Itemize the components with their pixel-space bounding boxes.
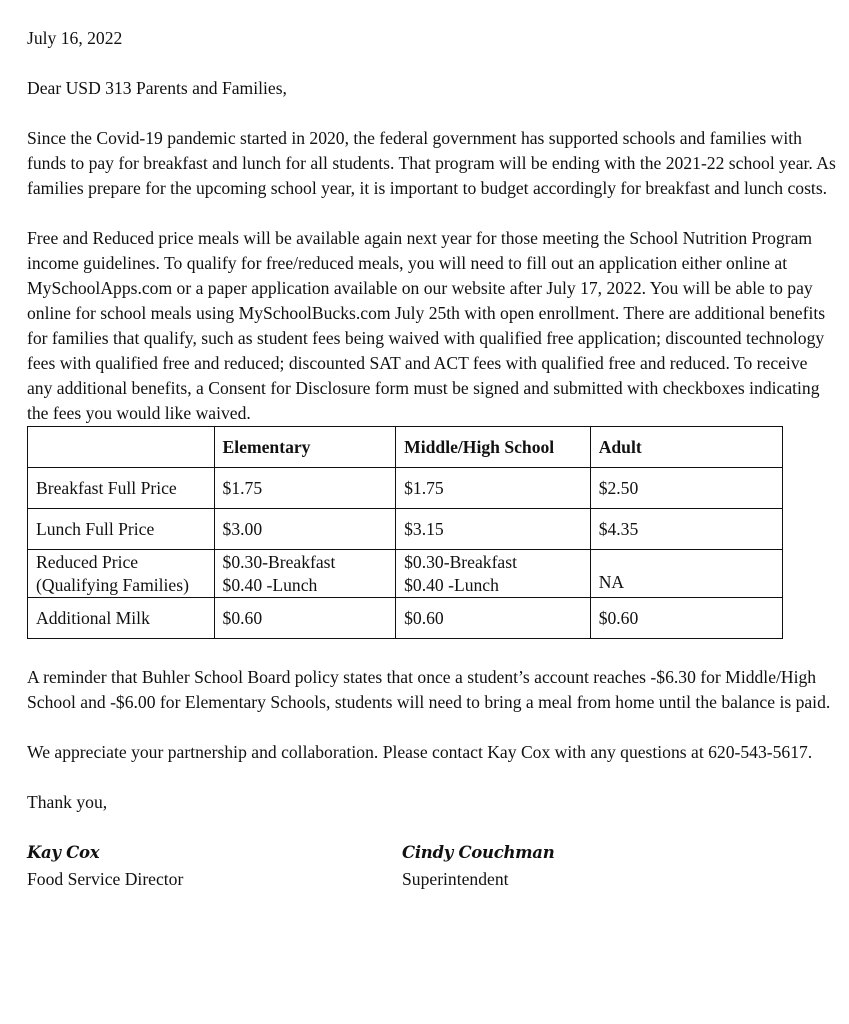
meal-price-table [27, 426, 783, 639]
table-row-lunch [28, 509, 783, 550]
paragraph-covid-funding: Since the Covid-19 pandemic started in 2020, the federal government has supported schools and families with funds to pay for breakfast and lunch for all students. That program will be ending with the 2021-22 school year. As families prepare for the upcoming school year, it is important to budget accordingly for breakfast and lunch costs. [27, 128, 836, 198]
table-row-label-line: (Qualifying Families) [36, 574, 189, 595]
table-header-row [28, 427, 783, 468]
table-row-milk [28, 598, 783, 639]
table-cell [590, 550, 782, 598]
signature-name: Kay Cox [27, 843, 100, 862]
table-header-middle-high: Middle/High School [396, 427, 591, 468]
table-header-adult: Adult [590, 427, 782, 468]
paragraph-free-reduced: Free and Reduced price meals will be available again next year for those meeting the School Nutrition Program income guidelines. To qualify for free/reduced meals, you will need to fill out an application either online at MySchoolApps.com or a paper application available on our website after July 17, 2022. You will be able to pay online for school meals using MySchoolBucks.com July 25th with open enrollment. There are additional benefits for families that qualify, such as student fees being waived with qualified free application; discounted technology fees with qualified free and reduced; discounted SAT and ACT fees with qualified free and reduced. To receive any additional benefits, a Consent for Disclosure form must be signed and submitted with checkboxes indicating the fees you would like waived. [27, 228, 826, 423]
table-cell: $0.60 [214, 598, 396, 639]
table-cell [396, 550, 591, 598]
paragraph-balance-policy: A reminder that Buhler School Board policy states that once a student’s account reaches -$6.30 for Middle/High School and -$6.00 for Elementary Schools, students will need to bring a meal from home until the balance is paid. [27, 667, 831, 712]
table-row-label: Breakfast Full Price [28, 468, 215, 509]
table-row-reduced-price [28, 550, 783, 598]
signature-superintendent [402, 840, 554, 892]
paragraph-contact: We appreciate your partnership and collaboration. Please contact Kay Cox with any questions at 620-543-5617. [27, 742, 813, 762]
table-cell: $0.60 [590, 598, 782, 639]
table-cell-line: $0.30-Breakfast [222, 551, 336, 572]
table-cell: $4.35 [590, 509, 782, 550]
letter-greeting: Dear USD 313 Parents and Families, [27, 78, 287, 98]
table-row-breakfast [28, 468, 783, 509]
signature-food-service [27, 840, 183, 892]
table-cell-line: $0.40 -Lunch [404, 574, 499, 595]
table-header-elementary: Elementary [214, 427, 396, 468]
table-row-label: Lunch Full Price [28, 509, 215, 550]
table-cell: $3.15 [396, 509, 591, 550]
letter-date: July 16, 2022 [27, 28, 123, 48]
letter-closing: Thank you, [27, 792, 108, 812]
table-cell [214, 550, 396, 598]
signature-title: Superintendent [402, 869, 509, 889]
table-cell: $1.75 [396, 468, 591, 509]
table-cell: $3.00 [214, 509, 396, 550]
table-cell: $0.60 [396, 598, 591, 639]
signature-name: Cindy Couchman [402, 843, 555, 862]
table-row-label-line: Reduced Price [36, 551, 139, 572]
table-row-label [28, 550, 215, 598]
letter-page [27, 26, 837, 892]
signature-block [27, 840, 837, 892]
table-row-label: Additional Milk [28, 598, 215, 639]
table-header-cell [28, 427, 215, 468]
table-cell: $2.50 [590, 468, 782, 509]
table-cell-line: NA [598, 572, 625, 592]
table-cell-line: $0.40 -Lunch [222, 574, 318, 595]
table-cell-line: $0.30-Breakfast [404, 551, 517, 572]
table-cell: $1.75 [214, 468, 396, 509]
signature-title: Food Service Director [27, 869, 184, 889]
